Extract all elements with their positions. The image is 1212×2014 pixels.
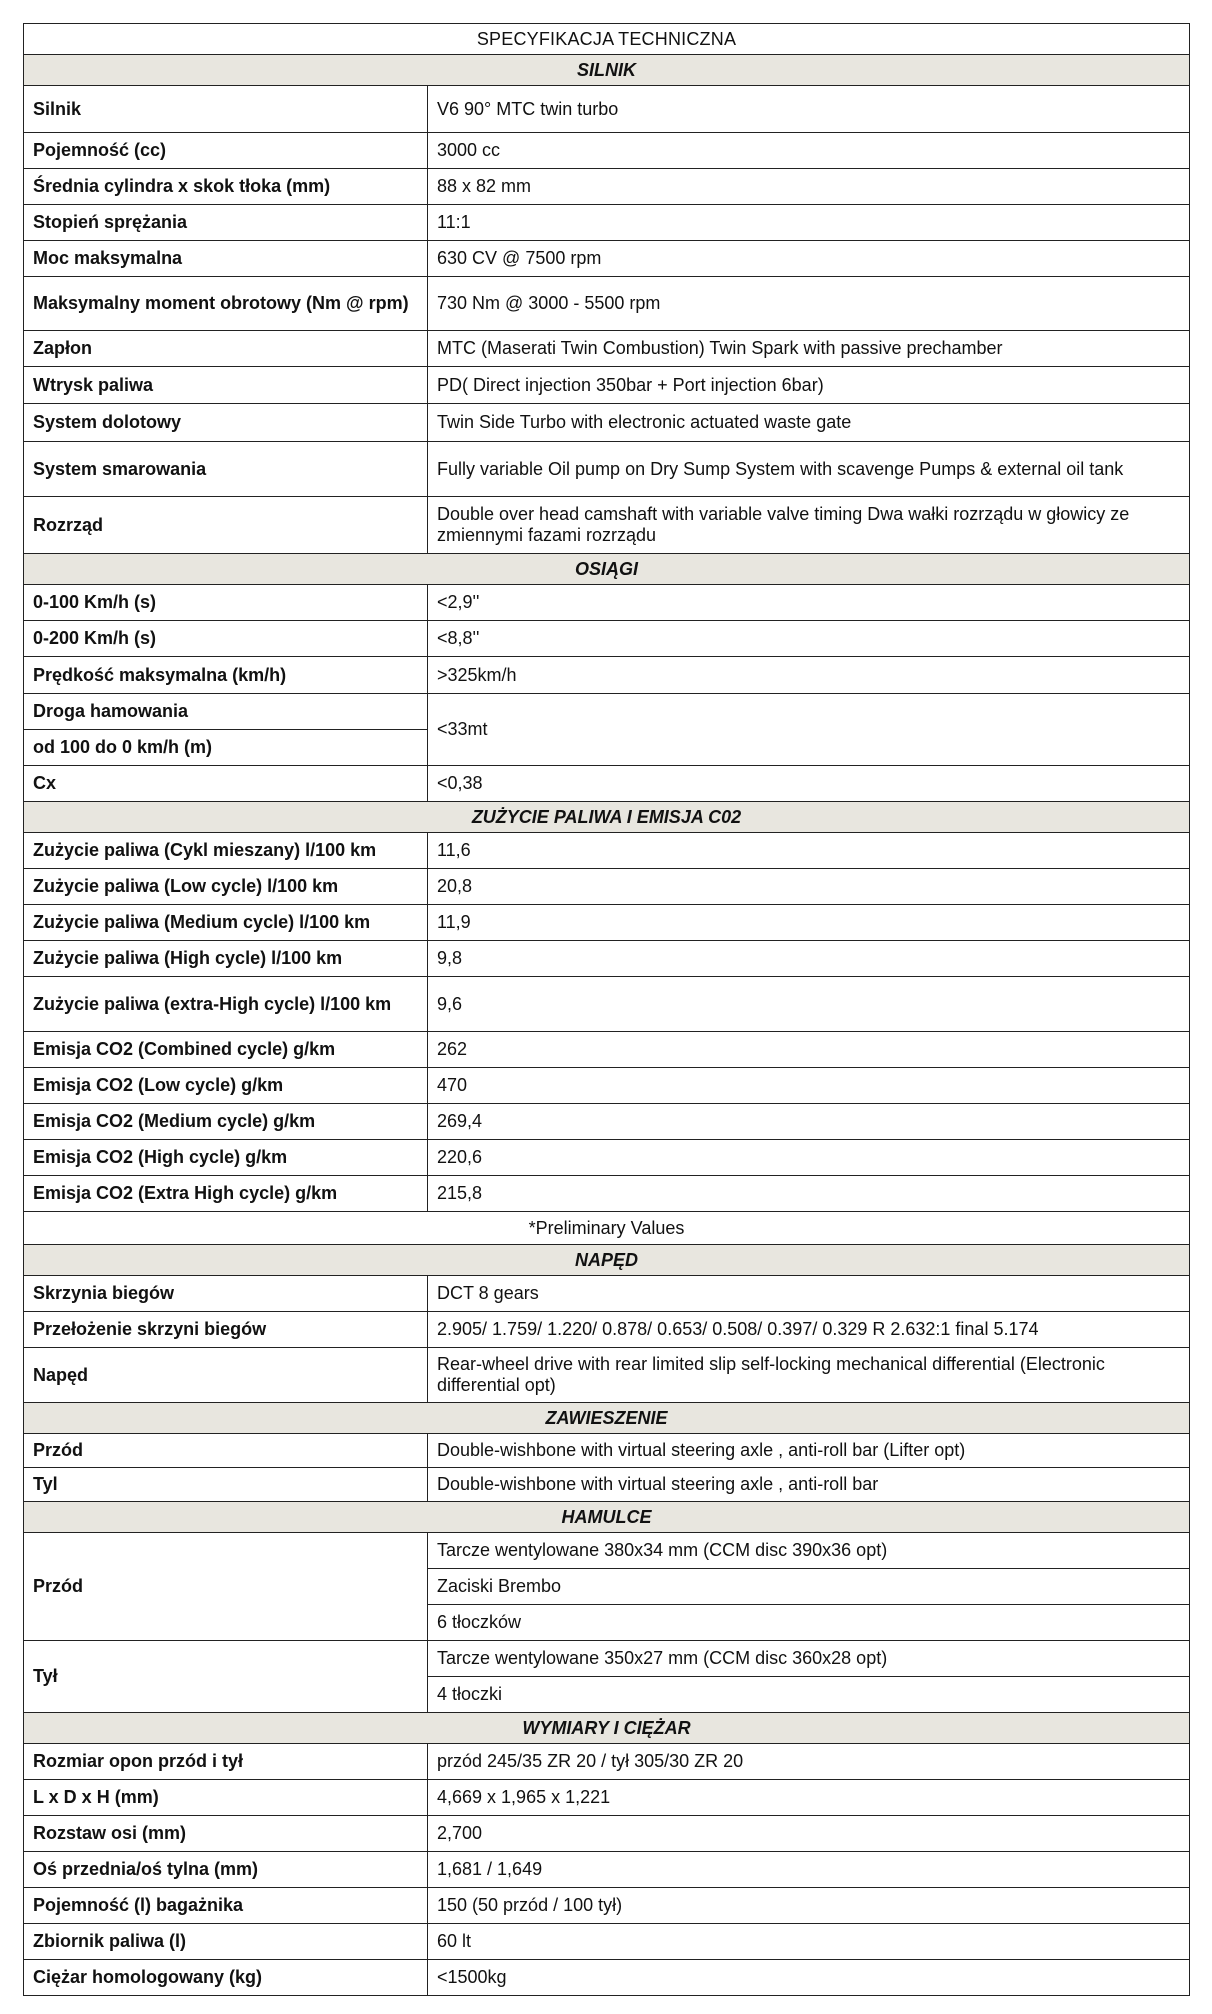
section-title: ZUŻYCIE PALIWA I EMISJA C02 (24, 802, 1190, 833)
table-row (24, 585, 1190, 621)
section-title: SILNIK (24, 55, 1190, 86)
row-label: Zużycie paliwa (Cykl mieszany) l/100 km (24, 833, 428, 869)
row-value: Double-wishbone with virtual steering axle , anti-roll bar (428, 1468, 1190, 1502)
row-value: 4 tłoczki (428, 1677, 1190, 1713)
row-label: Pojemność (l) bagażnika (24, 1888, 428, 1924)
row-value: V6 90° MTC twin turbo (428, 86, 1190, 133)
row-label: Zużycie paliwa (Low cycle) l/100 km (24, 869, 428, 905)
section-header-hamulce (24, 1502, 1190, 1533)
row-value: >325km/h (428, 657, 1190, 694)
table-row (24, 86, 1190, 133)
section-header-silnik (24, 55, 1190, 86)
row-value: 730 Nm @ 3000 - 5500 rpm (428, 277, 1190, 331)
section-title: HAMULCE (24, 1502, 1190, 1533)
table-row (24, 1744, 1190, 1780)
row-value: 269,4 (428, 1104, 1190, 1140)
row-value: PD( Direct injection 350bar + Port injection 6bar) (428, 367, 1190, 404)
row-label: Emisja CO2 (Extra High cycle) g/km (24, 1176, 428, 1212)
table-row (24, 1104, 1190, 1140)
table-row (24, 833, 1190, 869)
table-row (24, 1641, 1190, 1677)
row-value: 220,6 (428, 1140, 1190, 1176)
table-row (24, 1780, 1190, 1816)
row-label: Zużycie paliwa (High cycle) l/100 km (24, 941, 428, 977)
preliminary-note: *Preliminary Values (24, 1212, 1190, 1245)
section-header-osiagi (24, 554, 1190, 585)
row-label: System dolotowy (24, 404, 428, 442)
row-label: Skrzynia biegów (24, 1276, 428, 1312)
section-title: OSIĄGI (24, 554, 1190, 585)
row-value: Rear-wheel drive with rear limited slip self-locking mechanical differential (Electronic differential opt) (428, 1348, 1190, 1403)
row-value: 20,8 (428, 869, 1190, 905)
row-value: 60 lt (428, 1924, 1190, 1960)
table-row (24, 977, 1190, 1032)
table-row (24, 1312, 1190, 1348)
row-label: Tył (24, 1641, 428, 1713)
section-title: WYMIARY I CIĘŻAR (24, 1713, 1190, 1744)
row-value: 11,6 (428, 833, 1190, 869)
row-label: Pojemność (cc) (24, 133, 428, 169)
spec-table (23, 23, 1190, 1996)
row-value: <33mt (428, 694, 1190, 766)
table-row (24, 621, 1190, 657)
row-value: 470 (428, 1068, 1190, 1104)
row-value: 9,8 (428, 941, 1190, 977)
table-row (24, 869, 1190, 905)
row-value: 2.905/ 1.759/ 1.220/ 0.878/ 0.653/ 0.508/ 0.397/ 0.329 R 2.632:1 final 5.174 (428, 1312, 1190, 1348)
table-row (24, 1924, 1190, 1960)
row-label: Rozrząd (24, 497, 428, 554)
row-label: 0-200 Km/h (s) (24, 621, 428, 657)
table-row (24, 1276, 1190, 1312)
section-header-zawieszenie (24, 1403, 1190, 1434)
row-value: 4,669 x 1,965 x 1,221 (428, 1780, 1190, 1816)
row-label: Droga hamowania (24, 694, 428, 730)
table-row (24, 694, 1190, 730)
row-label: Zapłon (24, 331, 428, 367)
table-row (24, 241, 1190, 277)
title-row (24, 24, 1190, 55)
row-label: Oś przednia/oś tylna (mm) (24, 1852, 428, 1888)
table-row (24, 1068, 1190, 1104)
row-label: L x D x H (mm) (24, 1780, 428, 1816)
table-row (24, 766, 1190, 802)
row-label: 0-100 Km/h (s) (24, 585, 428, 621)
row-label: Prędkość maksymalna (km/h) (24, 657, 428, 694)
row-value: Tarcze wentylowane 380x34 mm (CCM disc 390x36 opt) (428, 1533, 1190, 1569)
row-value: 6 tłoczków (428, 1605, 1190, 1641)
row-label: Emisja CO2 (Medium cycle) g/km (24, 1104, 428, 1140)
row-label: Zużycie paliwa (extra-High cycle) l/100 km (24, 977, 428, 1032)
row-value: Double-wishbone with virtual steering axle , anti-roll bar (Lifter opt) (428, 1434, 1190, 1468)
row-value: 9,6 (428, 977, 1190, 1032)
note-row (24, 1212, 1190, 1245)
row-value: przód 245/35 ZR 20 / tył 305/30 ZR 20 (428, 1744, 1190, 1780)
table-row (24, 1888, 1190, 1924)
table-row (24, 1468, 1190, 1502)
table-row (24, 1533, 1190, 1569)
section-header-zuzycie-paliwa-i-emisja-c02 (24, 802, 1190, 833)
table-row (24, 367, 1190, 404)
table-row (24, 941, 1190, 977)
row-label: Przód (24, 1434, 428, 1468)
row-value: <8,8'' (428, 621, 1190, 657)
row-value: 3000 cc (428, 133, 1190, 169)
table-row (24, 1348, 1190, 1403)
row-label: Silnik (24, 86, 428, 133)
row-label: Przód (24, 1533, 428, 1641)
row-value: <2,9'' (428, 585, 1190, 621)
row-value: 11,9 (428, 905, 1190, 941)
row-label: Tyl (24, 1468, 428, 1502)
table-row (24, 905, 1190, 941)
row-label: Stopień sprężania (24, 205, 428, 241)
table-row (24, 497, 1190, 554)
table-row (24, 1140, 1190, 1176)
row-label: Moc maksymalna (24, 241, 428, 277)
table-row (24, 1816, 1190, 1852)
row-value: 630 CV @ 7500 rpm (428, 241, 1190, 277)
table-row (24, 1032, 1190, 1068)
row-value: <1500kg (428, 1960, 1190, 1996)
table-row (24, 331, 1190, 367)
table-row (24, 657, 1190, 694)
row-label: Emisja CO2 (High cycle) g/km (24, 1140, 428, 1176)
row-label: Rozstaw osi (mm) (24, 1816, 428, 1852)
row-value: MTC (Maserati Twin Combustion) Twin Spark with passive prechamber (428, 331, 1190, 367)
row-label: Emisja CO2 (Low cycle) g/km (24, 1068, 428, 1104)
table-row (24, 442, 1190, 497)
row-value: 11:1 (428, 205, 1190, 241)
row-value: 262 (428, 1032, 1190, 1068)
table-row (24, 1852, 1190, 1888)
section-header-wymiary-i-ciezar (24, 1713, 1190, 1744)
row-label: Cx (24, 766, 428, 802)
table-row (24, 205, 1190, 241)
row-label: Średnia cylindra x skok tłoka (mm) (24, 169, 428, 205)
row-value: DCT 8 gears (428, 1276, 1190, 1312)
row-value: Tarcze wentylowane 350x27 mm (CCM disc 360x28 opt) (428, 1641, 1190, 1677)
row-label: Zbiornik paliwa (l) (24, 1924, 428, 1960)
row-label: Ciężar homologowany (kg) (24, 1960, 428, 1996)
row-value: 88 x 82 mm (428, 169, 1190, 205)
table-row (24, 133, 1190, 169)
row-value: <0,38 (428, 766, 1190, 802)
row-value: 215,8 (428, 1176, 1190, 1212)
section-header-naped (24, 1245, 1190, 1276)
table-row (24, 1960, 1190, 1996)
table-row (24, 404, 1190, 442)
page-title: SPECYFIKACJA TECHNICZNA (24, 24, 1190, 55)
table-row (24, 277, 1190, 331)
row-label: Zużycie paliwa (Medium cycle) l/100 km (24, 905, 428, 941)
row-label: Przełożenie skrzyni biegów (24, 1312, 428, 1348)
row-label: Maksymalny moment obrotowy (Nm @ rpm) (24, 277, 428, 331)
row-label: Rozmiar opon przód i tył (24, 1744, 428, 1780)
row-value: Fully variable Oil pump on Dry Sump System with scavenge Pumps & external oil tank (428, 442, 1190, 497)
row-label: Emisja CO2 (Combined cycle) g/km (24, 1032, 428, 1068)
table-row (24, 1434, 1190, 1468)
row-value: Twin Side Turbo with electronic actuated waste gate (428, 404, 1190, 442)
section-title: ZAWIESZENIE (24, 1403, 1190, 1434)
row-value: Zaciski Brembo (428, 1569, 1190, 1605)
row-value: 2,700 (428, 1816, 1190, 1852)
row-value: 150 (50 przód / 100 tył) (428, 1888, 1190, 1924)
row-value: 1,681 / 1,649 (428, 1852, 1190, 1888)
table-row (24, 169, 1190, 205)
row-label-continued: od 100 do 0 km/h (m) (24, 730, 428, 766)
row-value: Double over head camshaft with variable valve timing Dwa wałki rozrządu w głowicy ze zmiennymi fazami rozrządu (428, 497, 1190, 554)
section-title: NAPĘD (24, 1245, 1190, 1276)
row-label: Wtrysk paliwa (24, 367, 428, 404)
row-label: Napęd (24, 1348, 428, 1403)
row-label: System smarowania (24, 442, 428, 497)
table-row (24, 1176, 1190, 1212)
